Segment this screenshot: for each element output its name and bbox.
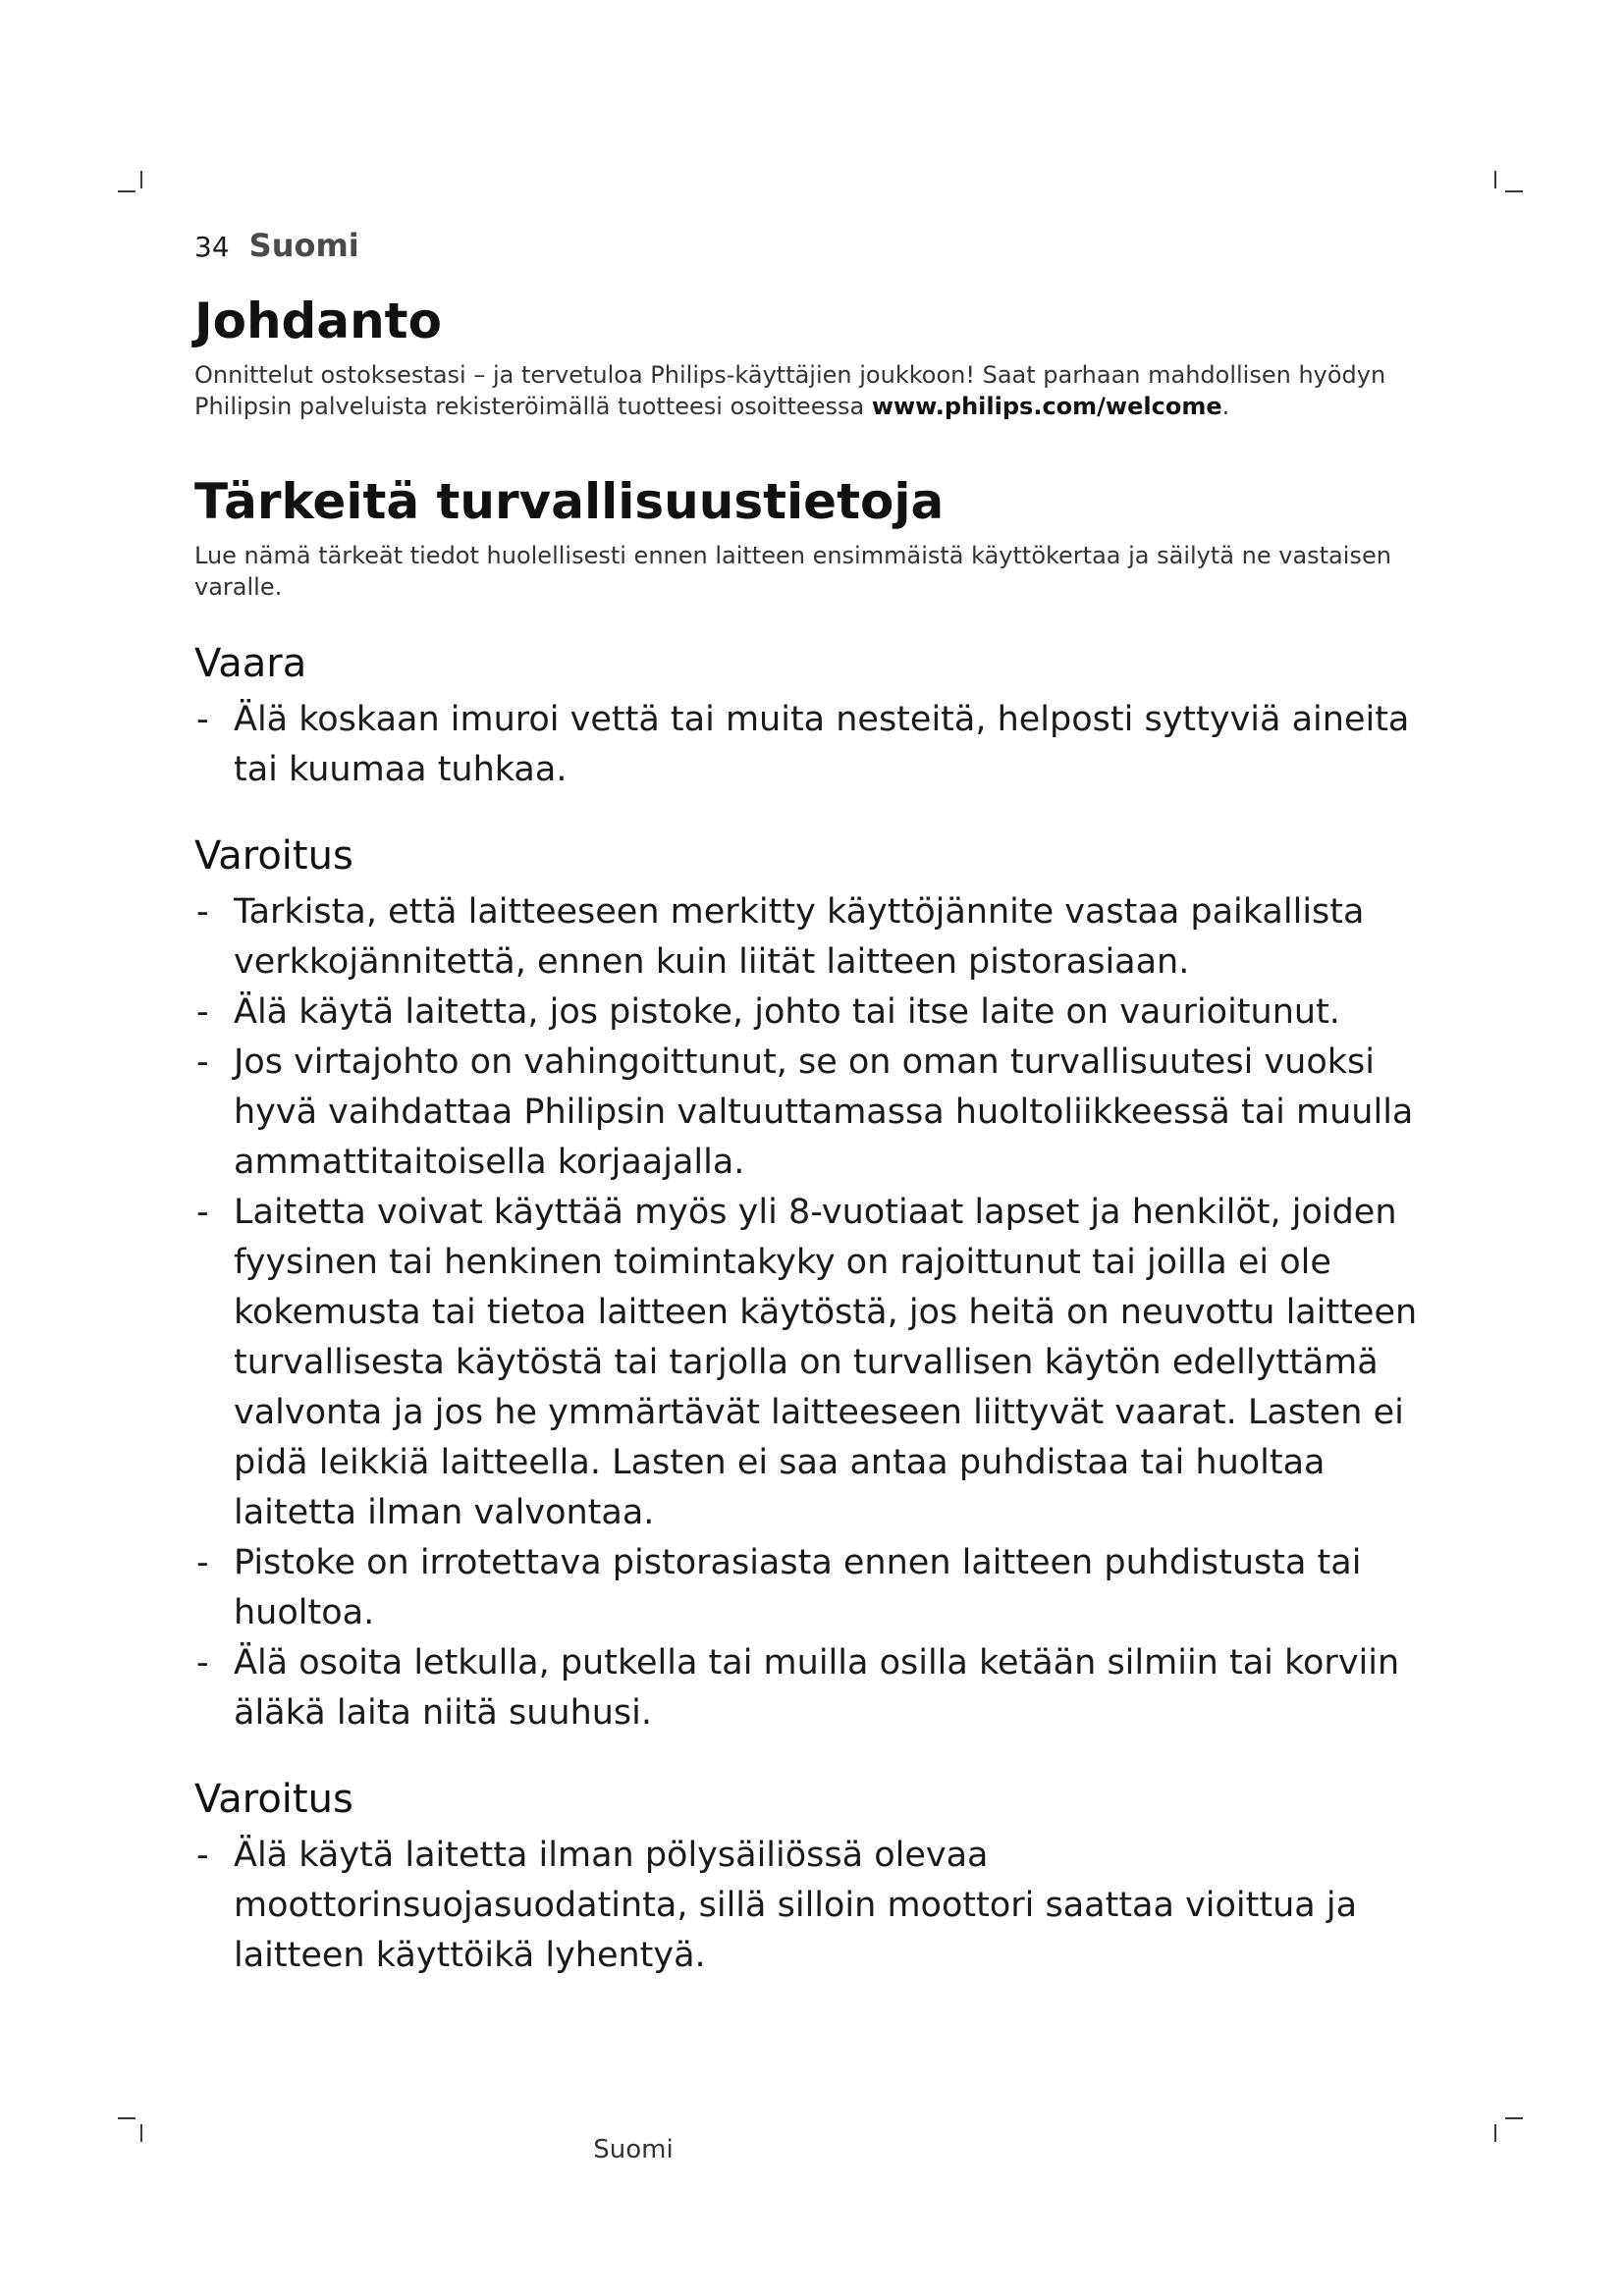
list-item-text: Älä käytä laitetta ilman pölysäiliössä olevaa moottorinsuojasuodatinta, sillä silloin moottori saattaa vioittua ja laitteen käyttöikä lyhentyä. xyxy=(234,1836,1358,1975)
list-item xyxy=(194,1038,1441,1188)
list-item xyxy=(194,887,1441,988)
crop-mark-top-left-h xyxy=(118,190,135,192)
list-item xyxy=(194,1538,1441,1638)
danger-heading: Vaara xyxy=(194,641,307,686)
page-number: 34 xyxy=(194,231,230,263)
list-item-text: Älä käytä laitetta, jos pistoke, johto tai itse laite on vaurioitunut. xyxy=(234,992,1340,1032)
bullet-dash: - xyxy=(196,1836,209,1875)
list-item-text: Laitetta voivat käyttää myös yli 8-vuotiaat lapset ja henkilöt, joiden fyysinen tai henkinen toimintakyky on rajoittunut tai joilla ei ole kokemusta tai tietoa laitteen käytöstä, jos heitä on neuvottu laitteen turvallisesta käytöstä tai tarjolla on turvallisen käytön edellyttämä valvonta ja jos he ymmärtävät laitteeseen liittyvät vaarat. Lasten ei pidä leikkiä laitteella. Lasten ei saa antaa puhdistaa tai huoltaa laitetta ilman valvontaa. xyxy=(234,1193,1418,1532)
bullet-dash: - xyxy=(196,1543,209,1582)
safety-title: Tärkeitä turvallisuustietoja xyxy=(194,473,945,530)
intro-title: Johdanto xyxy=(194,293,442,349)
intro-text-end: . xyxy=(1221,393,1230,420)
bullet-dash: - xyxy=(196,1643,209,1682)
safety-intro: Lue nämä tärkeät tiedot huolellisesti ennen laitteen ensimmäistä käyttökertaa ja säilytä ne vastaisen varalle. xyxy=(194,542,1391,601)
warning-list xyxy=(194,887,1441,1738)
crop-mark-top-left-v xyxy=(140,171,142,188)
list-item-text: Tarkista, että laitteeseen merkitty käyttöjännite vastaa paikallista verkkojännitettä, ennen kuin liität laitteen pistorasiaan. xyxy=(234,892,1365,982)
list-item xyxy=(194,695,1441,795)
list-item-text: Jos virtajohto on vahingoittunut, se on oman turvallisuutesi vuoksi hyvä vaihdattaa Philipsin valtuuttamassa huoltoliikkeessä tai muulla ammattitaitoisella korjaajalla. xyxy=(234,1042,1414,1182)
intro-text xyxy=(194,359,1441,422)
welcome-link[interactable]: www.philips.com/welcome xyxy=(871,393,1222,420)
crop-mark-bottom-right-h xyxy=(1505,2117,1523,2119)
page-header xyxy=(194,226,359,267)
crop-mark-bottom-right-v xyxy=(1494,2124,1496,2142)
bullet-dash: - xyxy=(196,1193,209,1232)
bullet-dash: - xyxy=(196,700,209,739)
crop-mark-bottom-left-h xyxy=(118,2117,135,2119)
page-content xyxy=(194,291,1441,1981)
list-item xyxy=(194,1831,1441,1981)
warning-heading: Varoitus xyxy=(194,833,353,879)
list-item xyxy=(194,1188,1441,1538)
crop-mark-top-right-h xyxy=(1505,190,1523,192)
danger-list xyxy=(194,695,1441,795)
header-language: Suomi xyxy=(248,227,359,264)
list-item xyxy=(194,988,1441,1038)
list-item-text: Älä koskaan imuroi vettä tai muita nesteitä, helposti syttyviä aineita tai kuumaa tuhkaa. xyxy=(234,700,1410,789)
caution-list xyxy=(194,1831,1441,1981)
bullet-dash: - xyxy=(196,1042,209,1082)
page-footer: Suomi xyxy=(593,2135,674,2164)
bullet-dash: - xyxy=(196,892,209,932)
list-item-text: Älä osoita letkulla, putkella tai muilla osilla ketään silmiin tai korviin äläkä laita niitä suuhusi. xyxy=(234,1643,1400,1733)
bullet-dash: - xyxy=(196,992,209,1032)
caution-heading: Varoitus xyxy=(194,1777,353,1822)
intro-text-body: Onnittelut ostoksestasi – ja tervetuloa Philips-käyttäjien joukkoon! Saat parhaan mahdollisen hyödyn Philipsin palveluista rekisteröimällä tuotteesi osoitteessa xyxy=(194,361,1386,420)
list-item-text: Pistoke on irrotettava pistorasiasta ennen laitteen puhdistusta tai huoltoa. xyxy=(234,1543,1362,1632)
crop-mark-top-right-v xyxy=(1494,171,1496,188)
list-item xyxy=(194,1638,1441,1738)
